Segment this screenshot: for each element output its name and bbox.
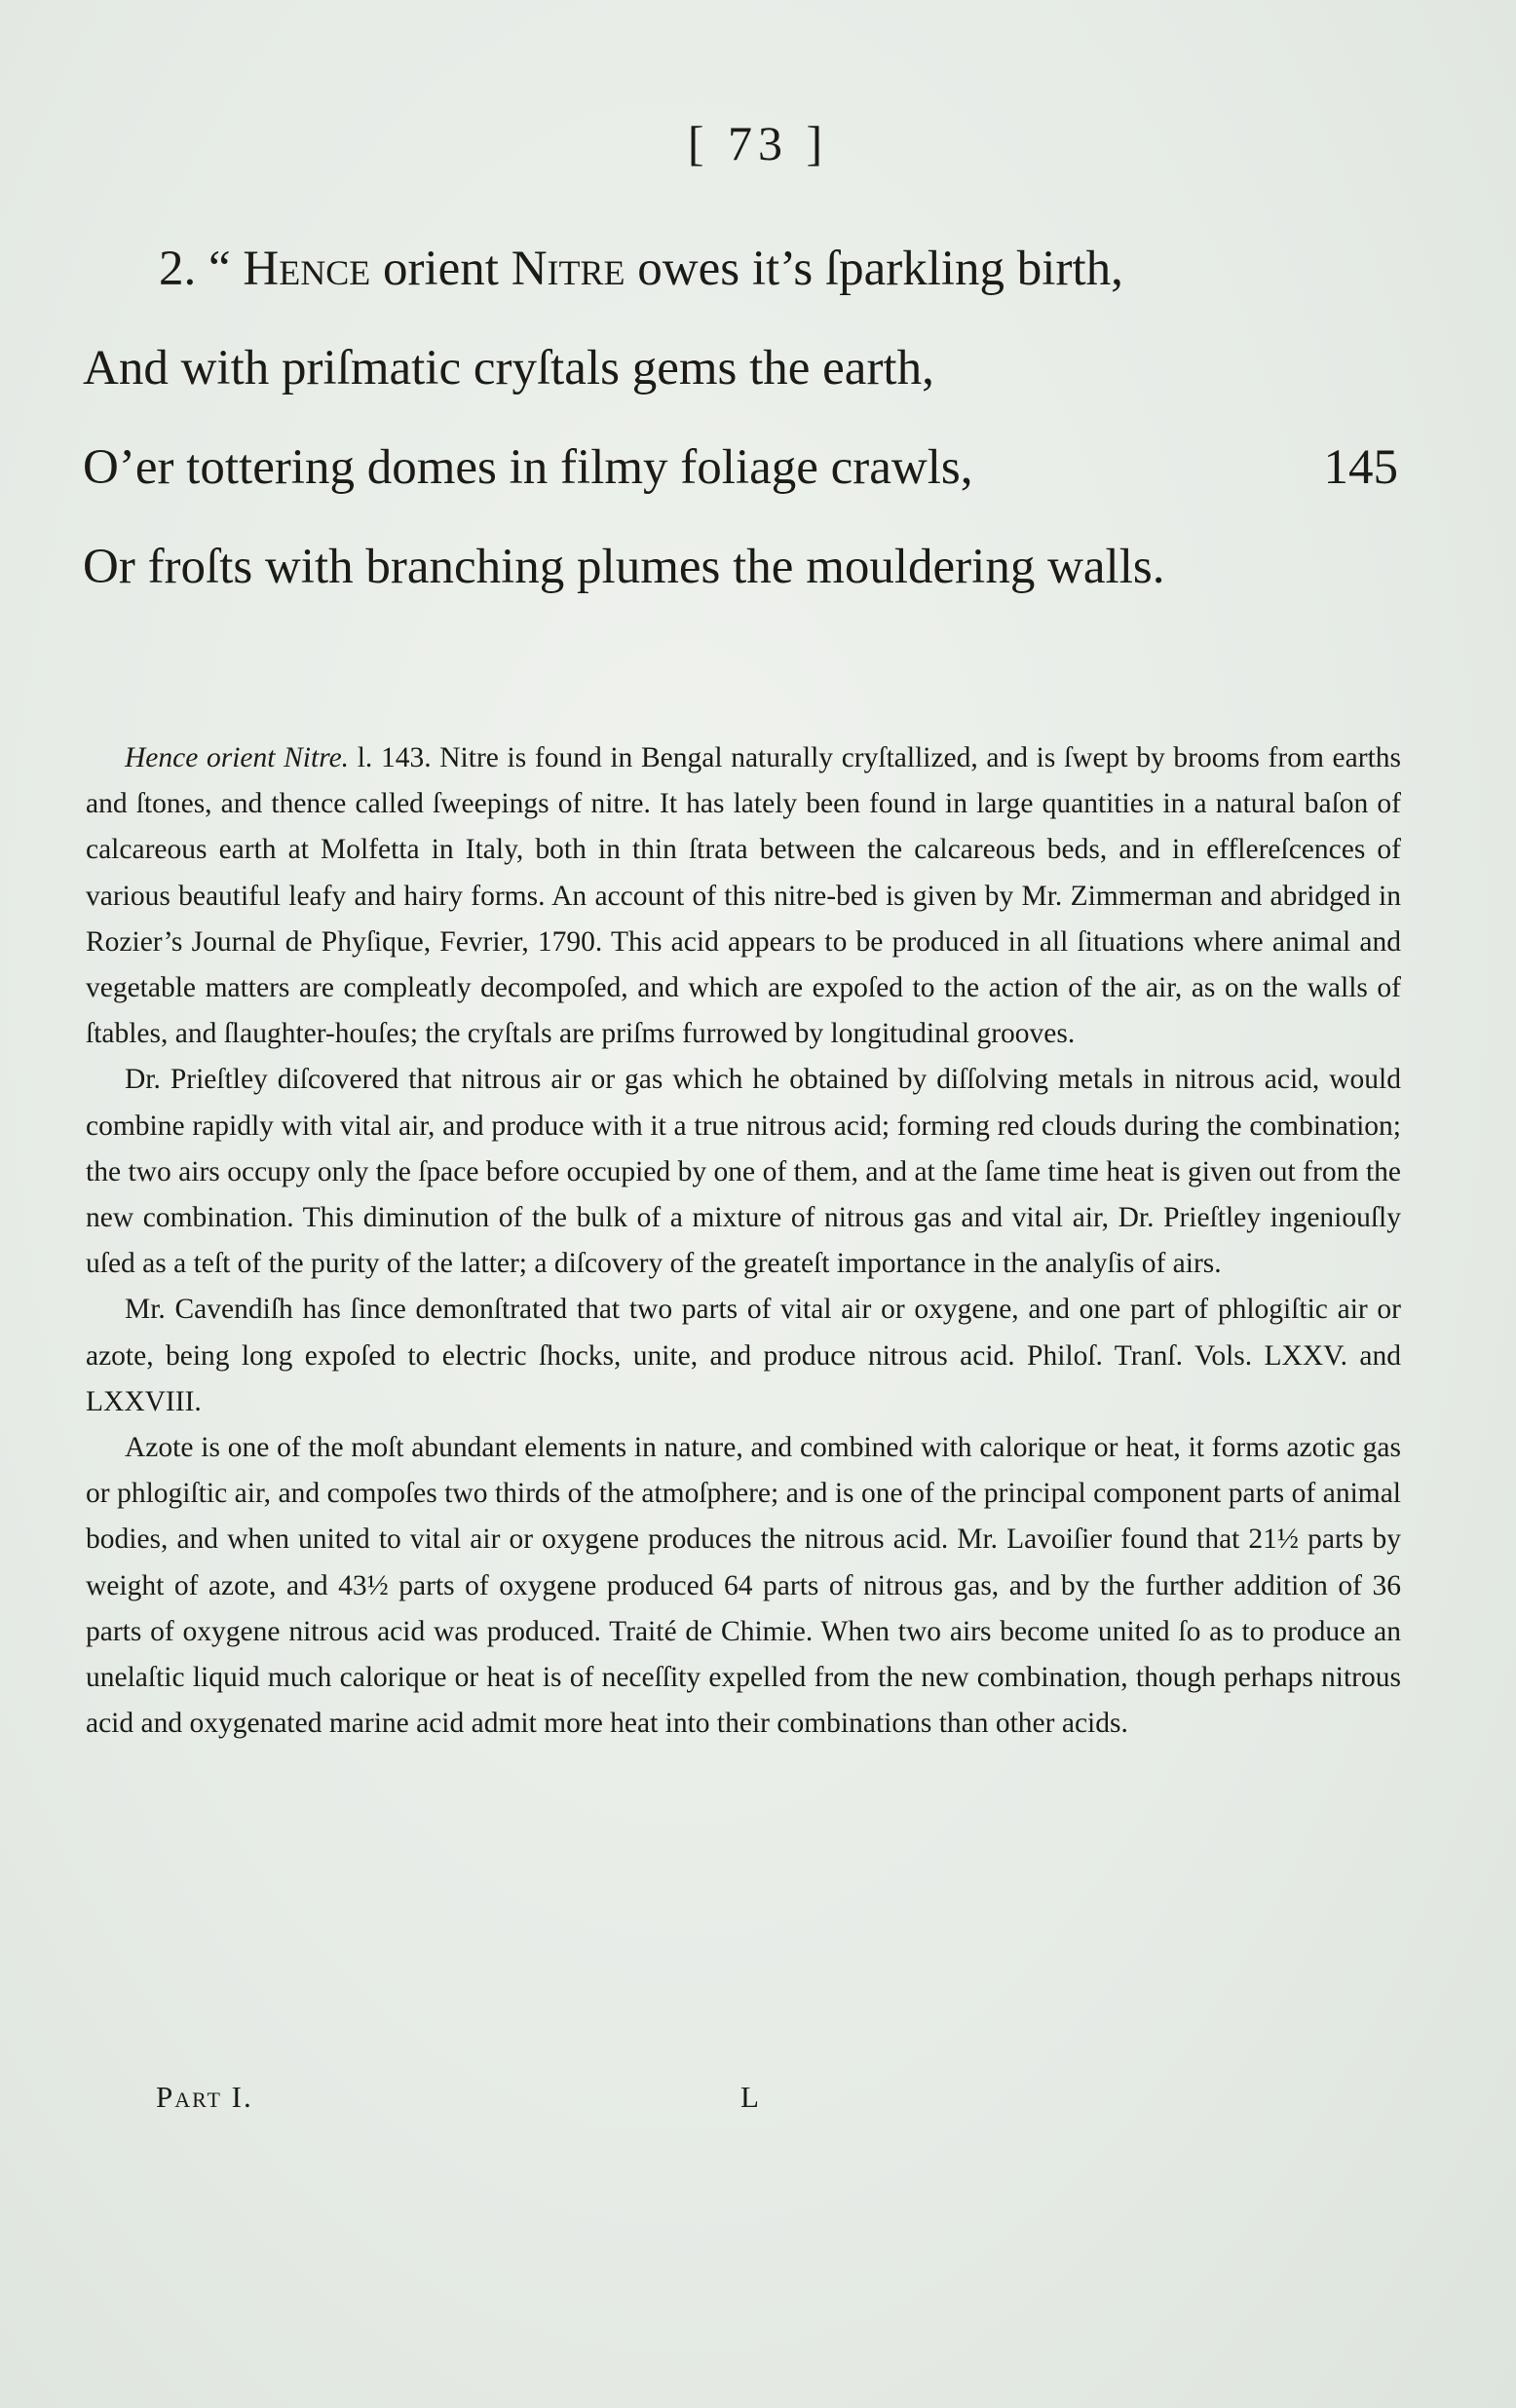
note-lead: Hence orient Nitre. [125, 742, 350, 773]
verse-line-2 [83, 319, 1398, 418]
note-paragraph-1 [86, 735, 1401, 1057]
verse-word-hence: Hence [243, 242, 371, 296]
verse-line-text: And with priſmatic cryſtals gems the earth, [83, 341, 934, 395]
page-footer [156, 2080, 1422, 2115]
verse-line-text: O’er tottering domes in filmy foliage crawls, [83, 440, 973, 495]
verse-line-3 [83, 418, 1398, 517]
footnotes [86, 735, 1401, 1747]
verse-line-text: Or froſts with branching plumes the mouldering walls. [83, 540, 1165, 594]
verse-line-1 [83, 219, 1398, 319]
part-label: Part I. [156, 2080, 253, 2114]
note-text: l. 143. Nitre is found in Bengal naturally cryſtallized, and is ſwept by brooms from earths and ſtones, and thence called ſweepings of nitre. It has lately been found in large quantities in a natural baſon of calcareous earth at Molfetta in Italy, both in thin ſtrata between the calcareous beds, and in efflereſcences of various beautiful leafy and hairy forms. An account of this nitre-bed is given by Mr. Zimmerman and abridged in Rozier’s Journal de Phyſique, Fevrier, 1790. This acid appears to be produced in all ſituations where animal and vegetable matters are compleatly decompoſed, and which are expoſed to the action of the air, as on the walls of ſtables, and ſlaughter-houſes; the cryſtals are priſms furrowed by longitudinal grooves. [86, 742, 1401, 1050]
open-quote: “ [208, 242, 231, 296]
verse-line-4 [83, 517, 1398, 617]
verse-word-nitre: Nitre [511, 242, 625, 296]
verse-line-number: 145 [1323, 440, 1398, 495]
verse-line-1-rest: owes it’s ſparkling birth, [637, 242, 1123, 296]
page-number: [ 73 ] [687, 116, 829, 170]
verse-word-orient: orient [382, 242, 499, 296]
signature-mark: L [740, 2080, 759, 2114]
note-paragraph-2: Dr. Prieſtley diſcovered that nitrous air or gas which he obtained by diſſolving metals in nitrous acid, would combine rapidly with vital air, and produce with it a true nitrous acid; forming red clouds during the combination; the two airs occupy only the ſpace before occupied by one of them, and at the ſame time heat is given out from the new combination. This diminution of the bulk of a mixture of nitrous gas and vital air, Dr. Prieſtley ingeniouſly uſed as a teſt of the purity of the latter; a diſcovery of the greateſt importance in the analyſis of airs. [86, 1064, 1401, 1280]
poem-verse [83, 219, 1398, 617]
note-paragraph-3: Mr. Cavendiſh has ſince demonſtrated that two parts of vital air or oxygene, and one part of phlogiſtic air or azote, being long expoſed to electric ſhocks, unite, and produce nitrous acid. Philoſ. Tranſ. Vols. LXXV. and LXXVIII. [86, 1294, 1401, 1417]
verse-number: 2. [159, 242, 197, 296]
note-paragraph-4: Azote is one of the moſt abundant elements in nature, and combined with calorique or heat, it forms azotic gas or phlogiſtic air, and compoſes two thirds of the atmoſphere; and is one of the principal component parts of animal bodies, and when united to vital air or oxygene produces the nitrous acid. Mr. Lavoiſier found that 21½ parts by weight of azote, and 43½ parts of oxygene produced 64 parts of nitrous gas, and by the further addition of 36 parts of oxygene nitrous acid was produced. Traité de Chimie. When two airs become united ſo as to produce an unelaſtic liquid much calorique or heat is of neceſſity expelled from the new combination, though perhaps nitrous acid and oxygenated marine acid admit more heat into their combinations than other acids. [86, 1432, 1401, 1740]
